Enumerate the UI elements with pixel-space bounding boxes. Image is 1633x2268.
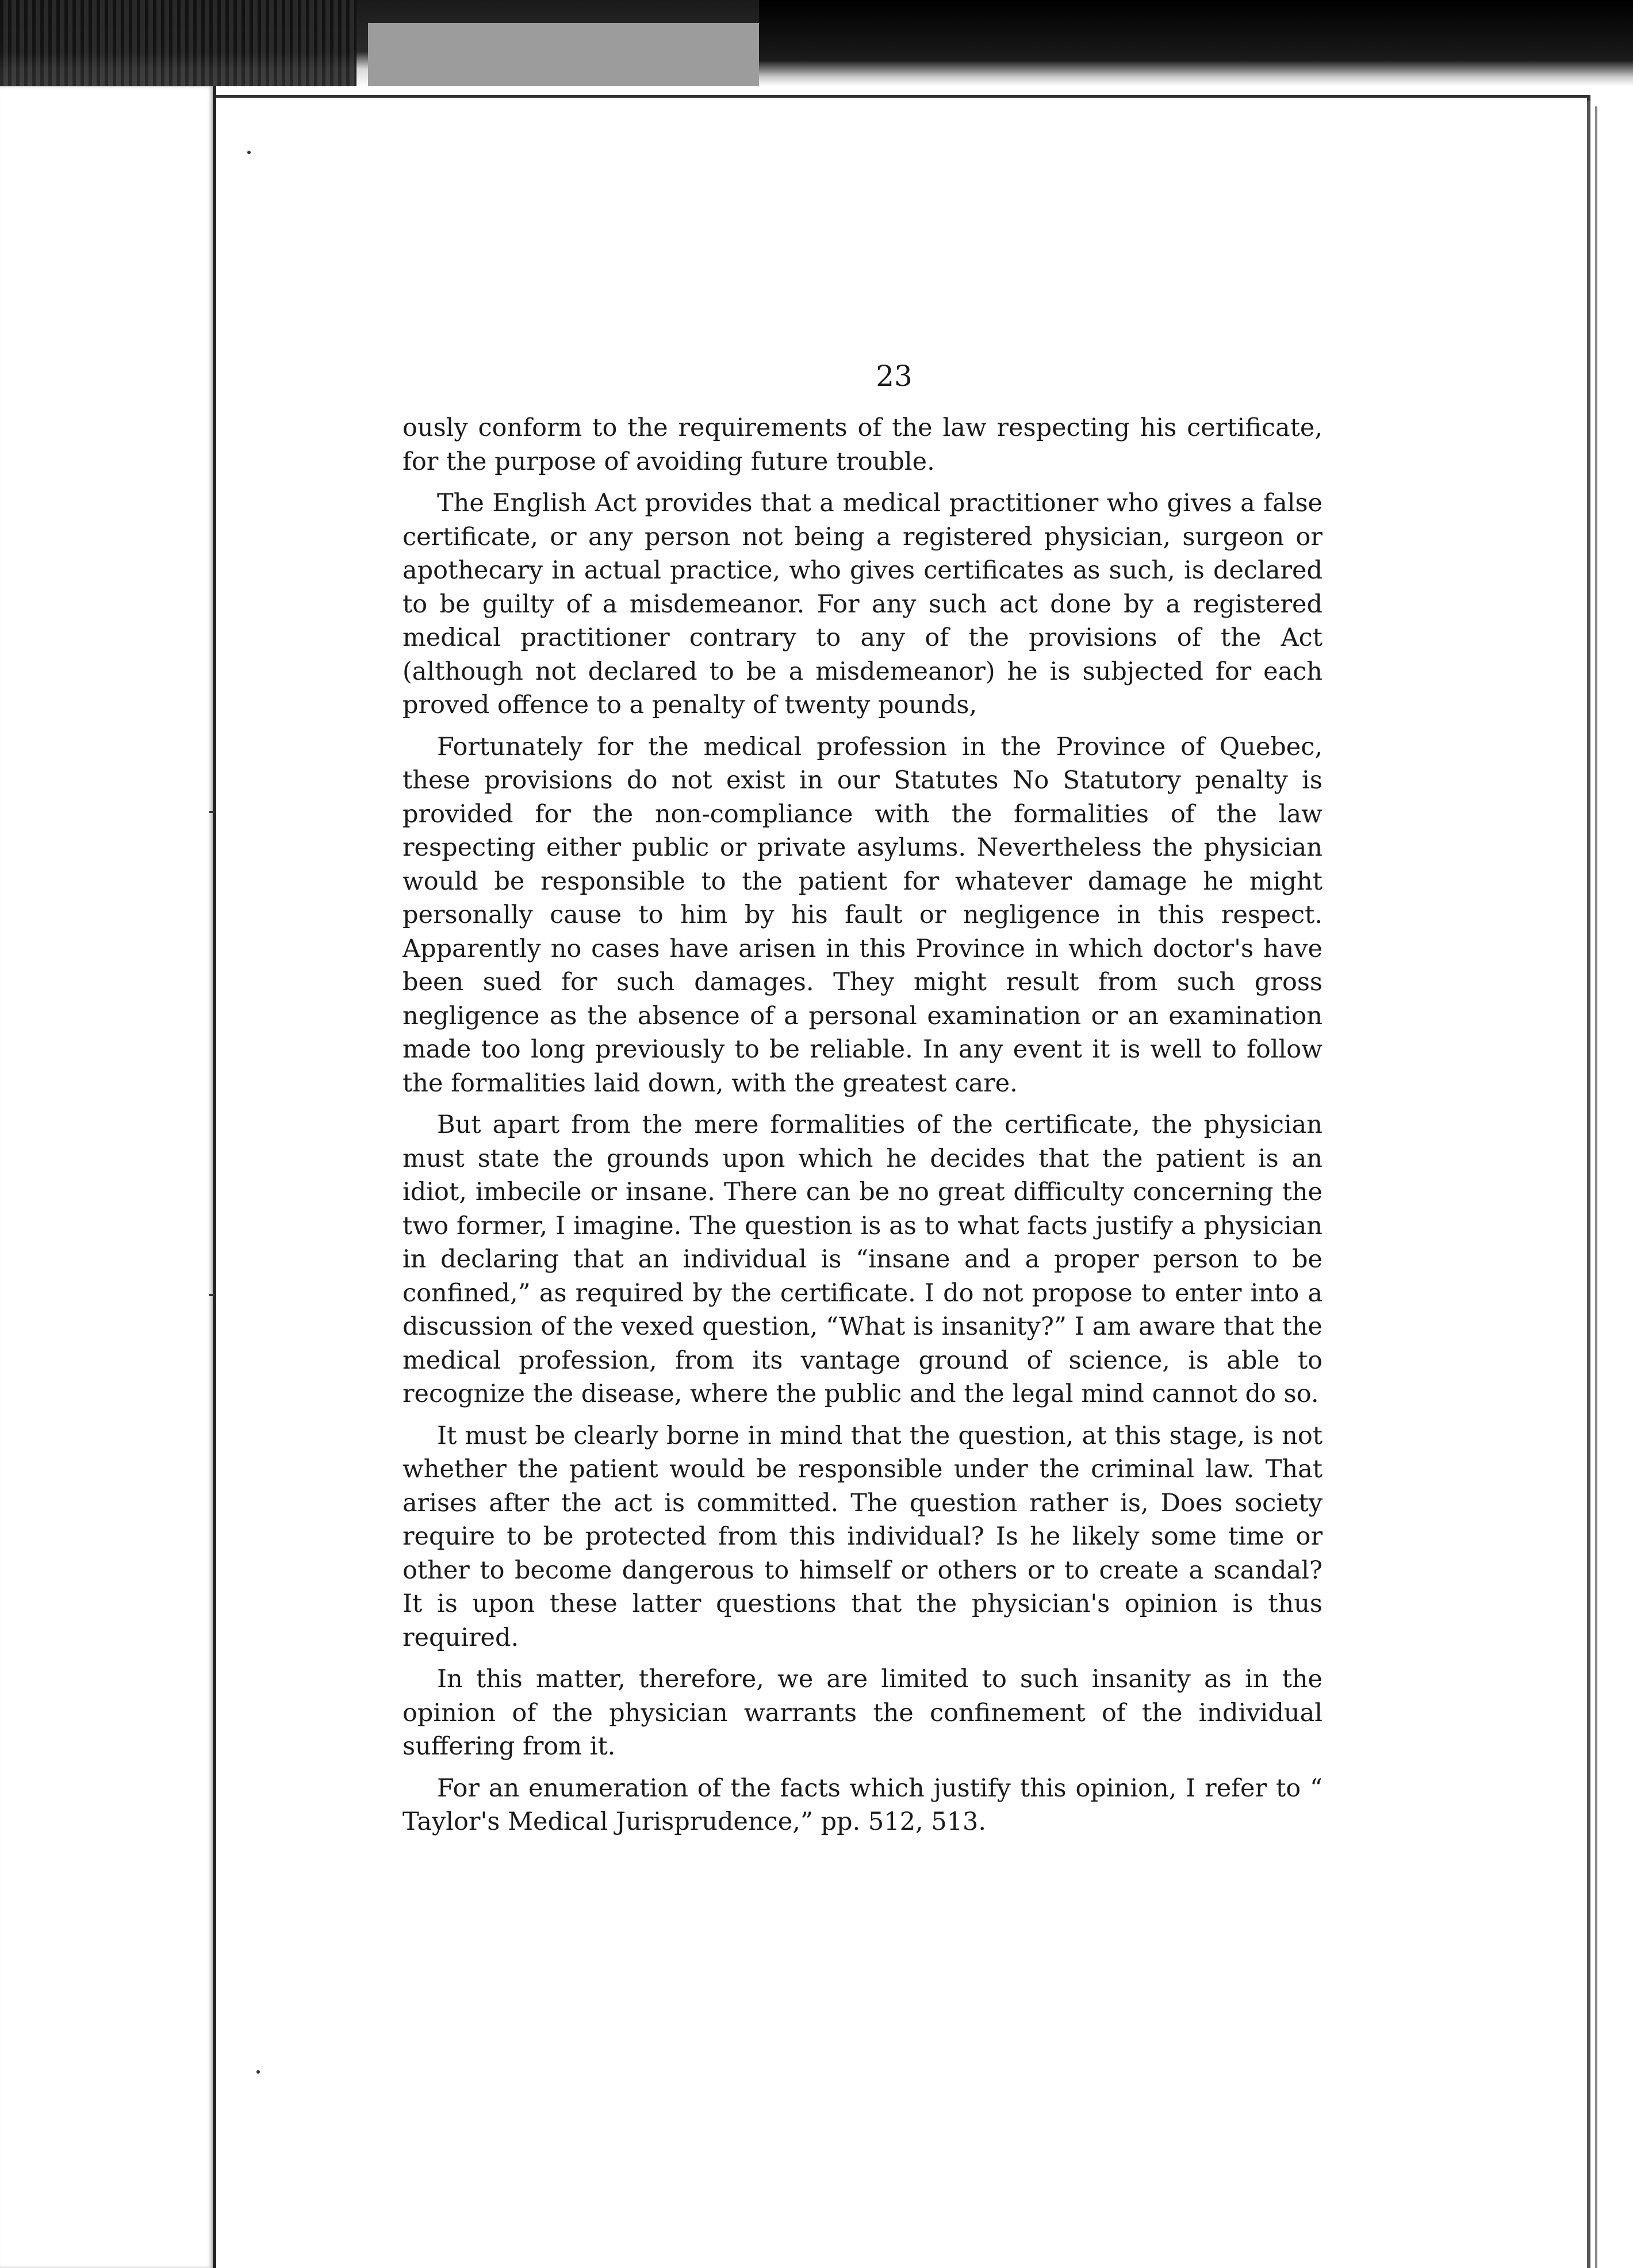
paragraph: The English Act provides that a medical practitioner who gives a false certificate, or any person not being a registered physician, surgeon or apothecary in actual practice, who gives certificates as such, is declared to be guilty of a misdemeanor. For any such act done by a registered medical practitioner contrary to any of the provisions of the Act (although not declared to be a misdemeanor) he is subjected for each proved offence to a penalty of twenty pounds, bbox=[402, 489, 1322, 719]
paragraph: ously conform to the requirements of the law respecting his certificate, for the purpose of avoiding future trouble. bbox=[402, 413, 1322, 476]
scan-border-middle bbox=[368, 23, 759, 86]
page-stack-edge bbox=[1595, 106, 1597, 2268]
page-stack-edge bbox=[1587, 101, 1590, 2268]
page-number: 23 bbox=[876, 359, 913, 393]
scan-top-border bbox=[0, 0, 1633, 86]
scan-border-right bbox=[759, 0, 1633, 86]
paragraph: But apart from the mere formalities of the certificate, the physician must state the grounds upon which he decides that the patient is an idiot, imbecile or insane. There can be no great difficulty concerning the two former, I imagine. The question is as to what facts justify a physician in declaring that an individual is “insane and a proper person to be confined,” as required by the certificate. I do not propose to enter into a discussion of the vexed question, “What is insanity?” I am aware that the medical profession, from its vantage ground of science, is able to recognize the disease, where the public and the legal mind cannot do so. bbox=[402, 1110, 1322, 1408]
paragraph: It must be clearly borne in mind that the question, at this stage, is not whether the patient would be responsible under the criminal law. That arises after the act is committed. The question rather is, Does society require to be protected from this individual? Is he likely some time or other to become dangerous to himself or others or to create a scandal? It is upon these latter questions that the physician's opinion is thus required. bbox=[402, 1421, 1322, 1652]
paragraph: In this matter, therefore, we are limited to such insanity as in the opinion of the physician warrants the confinement of the individual suffering from it. bbox=[402, 1665, 1322, 1761]
body-text bbox=[402, 411, 1322, 1847]
page-edge-mark bbox=[209, 1294, 215, 1296]
speck bbox=[247, 151, 251, 154]
facing-page-edge bbox=[0, 86, 216, 2268]
scan-border-left bbox=[0, 0, 356, 86]
paragraph: Fortunately for the medical profession in the Province of Quebec, these provisions do not exist in our Statutes No Statutory penalty is provided for the non-compliance with the formalities of the law respecting either public or private asylums. Nevertheless the physician would be responsible to the patient for whatever damage he might personally cause to him by his fault or negligence in this respect. Apparently no cases have arisen in this Province in which doctor's have been sued for such damages. They might result from such gross negligence as the absence of a personal examination or an examination made too long previously to be reliable. In any event it is well to follow the formalities laid down, with the greatest care. bbox=[402, 732, 1322, 1098]
speck bbox=[256, 2070, 260, 2074]
page-edge-mark bbox=[209, 811, 215, 813]
paragraph: For an enumeration of the facts which justify this opinion, I refer to “ Taylor's Medical Jurisprudence,” pp. 512, 513. bbox=[402, 1773, 1322, 1836]
